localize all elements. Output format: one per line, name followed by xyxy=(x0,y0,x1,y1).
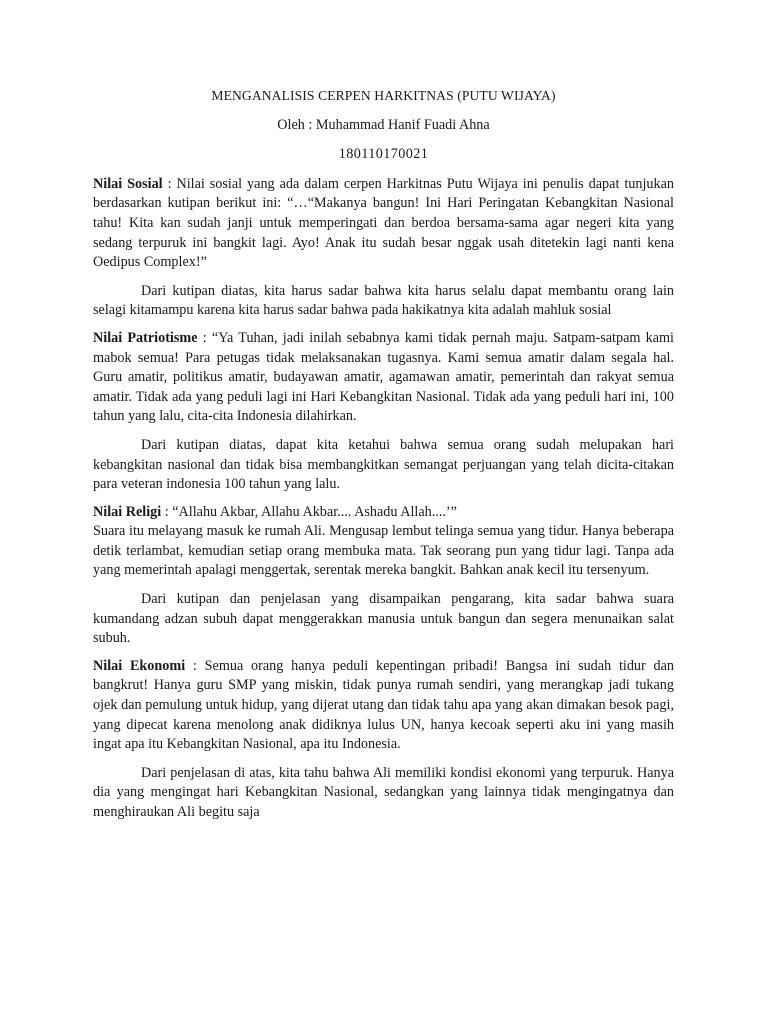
section-religi-quote-continued: Suara itu melayang masuk ke rumah Ali. Mengusap lembut telinga semua yang tidur. Hanya beberapa detik terlambat, kemudian setiap orang membuka mata. Tak seorang pun yang tidur lagi. Tanpa ada yang memerintah apalagi menggertak, serentak mereka bangkit. Bahkan anak kecil itu tersenyum. xyxy=(93,523,674,579)
section-sosial-quote-text: : Nilai sosial yang ada dalam cerpen Harkitnas Putu Wijaya ini penulis dapat tunjukan berdasarkan kutipan berikut ini: “…“Makanya bangun! Ini Hari Peringatan Kebangkitan Nasional tahu! Kita kan sudah janji untuk memperingati dan berdoa bersama-sama agar negeri kita yang sedang terpuruk ini bangkit lagi. Ayo! Anak itu sudah besar nggak usah ditetekin lagi nanti kena Oedipus Complex!” xyxy=(93,175,674,271)
document-id-number: 180110170021 xyxy=(338,146,429,163)
section-patriotisme-analysis: Dari kutipan diatas, dapat kita ketahui bahwa semua orang sudah melupakan hari kebangkitan nasional dan tidak bisa membangkitkan semangat perjuangan yang telah dicita-citakan para veteran indonesia 100 tahun yang lalu. xyxy=(93,436,674,493)
section-ekonomi-quote xyxy=(93,657,674,755)
section-patriotisme-quote xyxy=(93,329,674,427)
section-ekonomi xyxy=(93,657,674,823)
document-title: MENGANALISIS CERPEN HARKITNAS (PUTU WIJAYA) xyxy=(211,88,556,103)
section-sosial-quote xyxy=(93,175,674,273)
document-body xyxy=(93,86,674,831)
section-patriotisme xyxy=(93,329,674,495)
section-sosial-analysis: Dari kutipan diatas, kita harus sadar bahwa kita harus selalu dapat membantu orang lain selagi kitamampu karena kita harus sadar bahwa pada hakikatnya kita adalah mahluk sosial xyxy=(93,282,674,319)
section-religi-label: Nilai Religi xyxy=(93,503,162,520)
section-religi-analysis: Dari kutipan dan penjelasan yang disampaikan pengarang, kita sadar bahwa suara kumandang adzan subuh dapat menggerakkan manusia untuk bangun dan segera menunaikan salat subuh. xyxy=(93,591,674,647)
section-patriotisme-quote-text: : “Ya Tuhan, jadi inilah sebabnya kami tidak pernah maju. Satpam-satpam kami mabok semua! Para petugas tidak melaksanakan tugasnya. Kami semua amatir dalam segala hal. Guru amatir, politikus amatir, budayawan amatir, agamawan amatir, pemerintah dan rakyat semua amatir. Tidak ada yang peduli lagi ini Hari Kebangkitan Nasional. Tidak ada yang peduli hari ini, 100 tahun yang lalu, cita-cita Indonesia dilahirkan. xyxy=(93,329,674,425)
section-religi xyxy=(93,503,674,649)
section-religi-quote xyxy=(93,503,674,523)
section-sosial xyxy=(93,175,674,321)
section-patriotisme-label: Nilai Patriotisme xyxy=(93,329,198,346)
section-religi-quote-text: : “Allahu Akbar, Allahu Akbar.... Ashadu Allah....’” xyxy=(161,503,457,520)
section-ekonomi-analysis: Dari penjelasan di atas, kita tahu bahwa Ali memiliki kondisi ekonomi yang terpuruk. Hanya dia yang mengingat hari Kebangkitan Nasional, sedangkan yang lainnya tidak mengingatnya dan menghiraukan Ali begitu saja xyxy=(93,764,674,820)
section-sosial-label: Nilai Sosial xyxy=(93,175,163,192)
section-ekonomi-label: Nilai Ekonomi xyxy=(93,657,186,674)
section-ekonomi-quote-text: : Semua orang hanya peduli kepentingan pribadi! Bangsa ini sudah tidur dan bangkrut! Hanya guru SMP yang miskin, tidak punya rumah sendiri, yang merangkap jadi tukang ojek dan pemulung untuk hidup, yang dijerat utang dan tidak tahu apa yang akan dimakan besok pagi, yang dipecat karena menolong anak didiknya lulus UN, hanya kecoak seperti aku ini yang masih ingat apa itu Kebangkitan Nasional, apa itu Indonesia. xyxy=(93,657,674,753)
document-author: Oleh : Muhammad Hanif Fuadi Ahna xyxy=(277,116,490,133)
